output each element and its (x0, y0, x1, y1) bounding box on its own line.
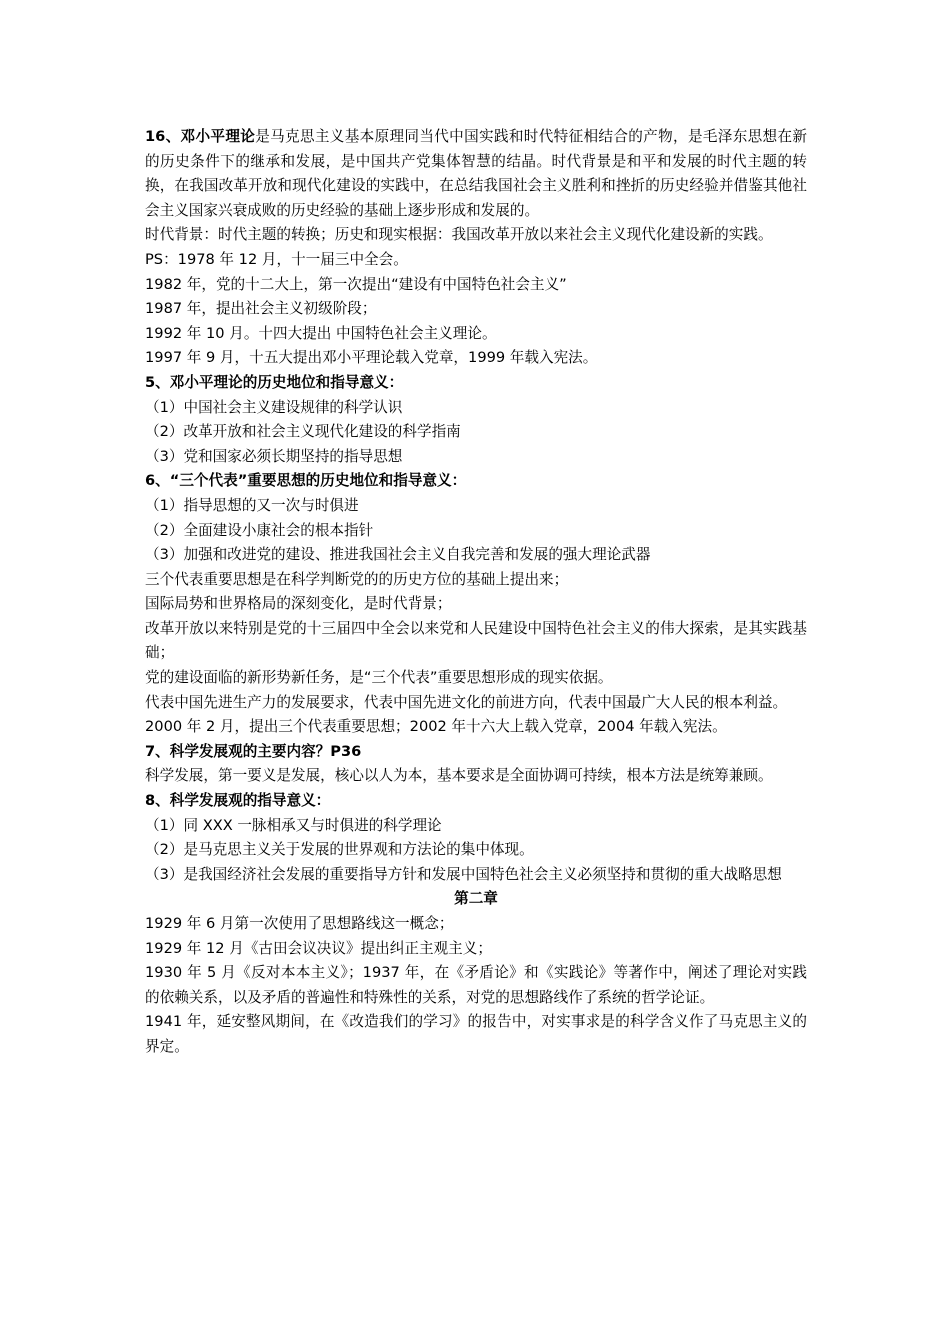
list-item: （3）党和国家必须长期坚持的指导思想 (145, 447, 403, 465)
paragraph-1997: 1997 年 9 月，十五大提出邓小平理论载入党章，1999 年载入宪法。 (145, 349, 598, 367)
paragraph-background: 时代背景：时代主题的转换；历史和现实根据：我国改革开放以来社会主义现代化建设新的实践。 (145, 226, 773, 244)
paragraph-deng-theory-definition (145, 125, 807, 223)
list-item: （3）加强和改进党的建设、推进我国社会主义自我完善和发展的强大理论武器 (145, 546, 651, 564)
heading-5: 5、邓小平理论的历史地位和指导意义： (145, 373, 404, 391)
paragraph-1987: 1987 年，提出社会主义初级阶段； (145, 300, 377, 318)
paragraph-1978: PS：1978 年 12 月，十一届三中全会。 (145, 250, 408, 268)
paragraph-scientific-development: 科学发展，第一要义是发展，核心以人为本，基本要求是全面协调可持续，根本方法是统筹兼顾。 (145, 767, 773, 785)
paragraph-1992: 1992 年 10 月。十四大提出 中国特色社会主义理论。 (145, 324, 497, 342)
list-item: （2）是马克思主义关于发展的世界观和方法论的集中体现。 (145, 841, 534, 859)
paragraph-three-represents-basis: 三个代表重要思想是在科学判断党的的历史方位的基础上提出来； (145, 570, 569, 588)
paragraph-era-background: 国际局势和世界格局的深刻变化，是时代背景； (145, 595, 452, 613)
paragraph-realistic-basis: 党的建设面临的新形势新任务，是“三个代表”重要思想形成的现实依据。 (145, 669, 613, 687)
list-item: （1）指导思想的又一次与时俱进 (145, 496, 359, 514)
paragraph-text: 是马克思主义基本原理同当代中国实践和时代特征相结合的产物，是毛泽东思想在新的历史条件下的继承和发展，是中国共产党集体智慧的结晶。时代背景是和平和发展的时代主题的转换，在我国改革开放和现代化建设的实践中，在总结我国社会主义胜利和挫折的历史经验并借鉴其他社会主义国家兴衰成败的历史经验的基础上逐步形成和发展的。 (145, 128, 807, 219)
heading-6: 6、“三个代表”重要思想的历史地位和指导意义： (145, 472, 467, 490)
list-item: （1）中国社会主义建设规律的科学认识 (145, 398, 403, 416)
paragraph-1929-june: 1929 年 6 月第一次使用了思想路线这一概念； (145, 915, 454, 932)
paragraph-practice-basis: 改革开放以来特别是党的十三届四中全会以来党和人民建设中国特色社会主义的伟大探索，是其实践基础； (145, 619, 807, 662)
paragraph-1941: 1941 年，延安整风期间，在《改造我们的学习》的报告中，对实事求是的科学含义作了马克思主义的界定。 (145, 1013, 807, 1055)
bold-lead-deng-theory: 16、邓小平理论 (145, 128, 256, 145)
heading-8: 8、科学发展观的指导意义： (145, 792, 331, 810)
chapter-title: 第二章 (454, 890, 498, 908)
paragraph-1982: 1982 年，党的十二大上，第一次提出“建设有中国特色社会主义” (145, 275, 567, 293)
paragraph-1930: 1930 年 5 月《反对本本主义》；1937 年，在《矛盾论》和《实践论》等著作中，阐述了理论对实践的依赖关系，以及矛盾的普遍性和特殊性的关系，对党的思想路线作了系统的哲学论证。 (145, 964, 807, 1006)
paragraph-1929-december: 1929 年 12 月《古田会议决议》提出纠正主观主义； (145, 939, 492, 957)
list-item: （3）是我国经济社会发展的重要指导方针和发展中国特色社会主义必须坚持和贯彻的重大战略思想 (145, 865, 782, 883)
list-item: （2）改革开放和社会主义现代化建设的科学指南 (145, 423, 461, 441)
heading-7: 7、科学发展观的主要内容？P36 (145, 742, 362, 760)
paragraph-three-represents-content: 代表中国先进生产力的发展要求，代表中国先进文化的前进方向，代表中国最广大人民的根本利益。 (145, 693, 788, 711)
list-item: （1）同 XXX 一脉相承又与时俱进的科学理论 (145, 816, 442, 834)
paragraph-2000: 2000 年 2 月，提出三个代表重要思想；2002 年十六大上载入党章，2004 年载入宪法。 (145, 718, 727, 736)
list-item: （2）全面建设小康社会的根本指针 (145, 521, 374, 539)
document-body (145, 125, 807, 1060)
